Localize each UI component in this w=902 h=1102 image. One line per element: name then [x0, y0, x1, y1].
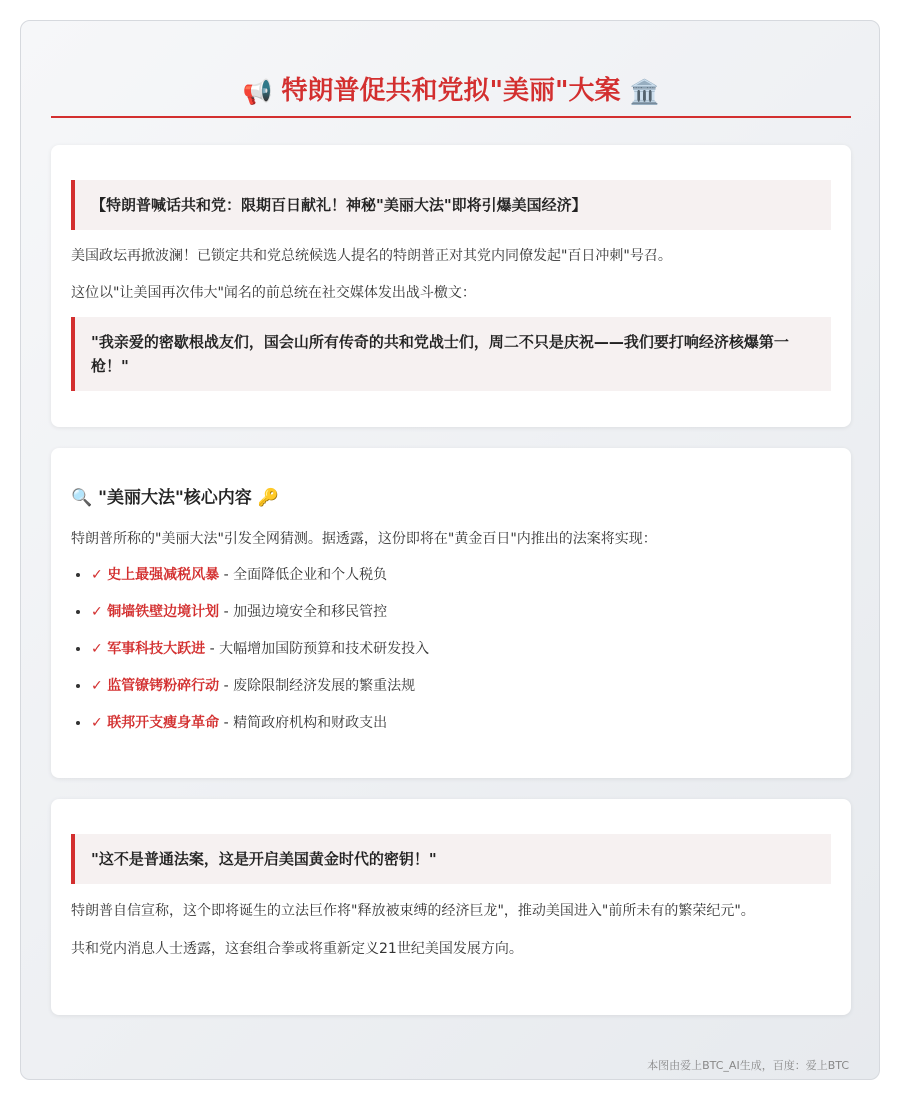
feature-description: - 废除限制经济发展的繁重法规 — [219, 678, 416, 694]
core-content-card — [51, 448, 851, 778]
closing-paragraph: 共和党内消息人士透露，这套组合拳或将重新定义21世纪美国发展方向。 — [71, 941, 523, 957]
feature-title: 军事科技大跃进 — [107, 641, 206, 657]
feature-list — [71, 564, 831, 734]
page-frame — [20, 20, 880, 1080]
closing-card — [51, 799, 851, 1015]
intro-paragraph: 这位以"让美国再次伟大"闻名的前总统在社交媒体发出战斗檄文： — [71, 285, 476, 301]
feature-title: 史上最强减税风暴 — [107, 567, 220, 583]
feature-description: - 全面降低企业和个人税负 — [219, 567, 388, 583]
checkmark-icon: ✓ — [91, 604, 103, 620]
checkmark-icon: ✓ — [91, 715, 103, 731]
feature-title: 监管镣铐粉碎行动 — [107, 678, 220, 694]
feature-title: 铜墙铁壁边境计划 — [107, 604, 220, 620]
feature-description: - 大幅增加国防预算和技术研发投入 — [205, 641, 430, 657]
list-item — [91, 712, 831, 734]
key-icon: 🔑 — [257, 488, 279, 508]
title-text: 特朗普促共和党拟"美丽"大案 — [281, 76, 621, 106]
intro-paragraph: 美国政坛再掀波澜！已锁定共和党总统候选人提名的特朗普正对其党内同僚发起"百日冲刺"号召。 — [71, 248, 672, 264]
page-title — [51, 73, 851, 110]
feature-description: - 精简政府机构和财政支出 — [219, 715, 388, 731]
list-item — [91, 675, 831, 697]
closing-quote: "这不是普通法案，这是开启美国黄金时代的密钥！" — [71, 834, 831, 884]
list-item — [91, 601, 831, 623]
footer-credit: 本图由爱上BTC_AI生成，百度：爱上BTC — [647, 1059, 849, 1072]
checkmark-icon: ✓ — [91, 567, 103, 583]
section-heading — [71, 483, 831, 511]
checkmark-icon: ✓ — [91, 641, 103, 657]
headline-callout: 【特朗普喊话共和党：限期百日献礼！神秘"美丽大法"即将引爆美国经济】 — [71, 180, 831, 230]
magnifier-icon: 🔍 — [71, 488, 93, 508]
feature-title: 联邦开支瘦身革命 — [107, 715, 220, 731]
section-heading-text: "美丽大法"核心内容 — [98, 488, 252, 508]
trump-quote: "我亲爱的密歇根战友们，国会山所有传奇的共和党战士们，周二不只是庆祝——我们要打响经济核爆第一枪！" — [71, 317, 831, 391]
classical-building-icon: 🏛️ — [629, 78, 660, 106]
checkmark-icon: ✓ — [91, 678, 103, 694]
intro-card — [51, 145, 851, 427]
megaphone-icon: 📢 — [242, 78, 273, 106]
title-divider — [51, 116, 851, 118]
core-intro-paragraph: 特朗普所称的"美丽大法"引发全网猜测。据透露，这份即将在"黄金百日"内推出的法案将实现： — [71, 531, 657, 547]
closing-paragraph: 特朗普自信宣称，这个即将诞生的立法巨作将"释放被束缚的经济巨龙"，推动美国进入"前所未有的繁荣纪元"。 — [71, 903, 755, 919]
list-item — [91, 638, 831, 660]
feature-description: - 加强边境安全和移民管控 — [219, 604, 388, 620]
list-item — [91, 564, 831, 586]
